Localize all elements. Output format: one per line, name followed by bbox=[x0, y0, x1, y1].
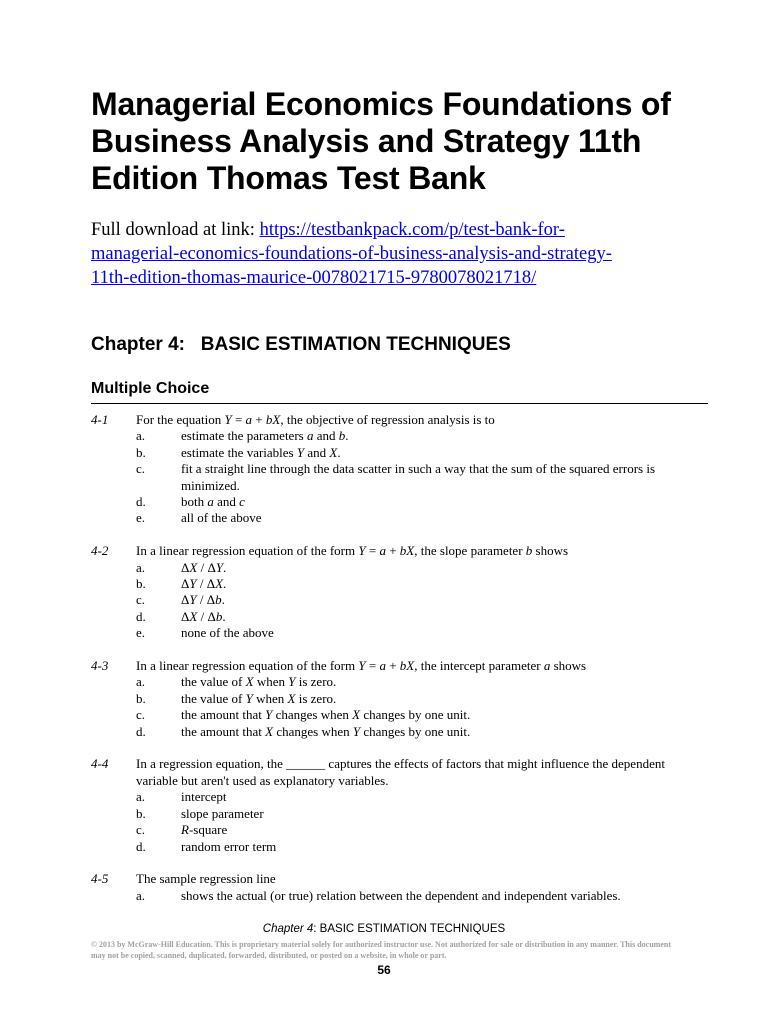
answer-option bbox=[136, 839, 691, 855]
option-letter: a. bbox=[136, 887, 146, 903]
question-item bbox=[91, 871, 691, 904]
question-item bbox=[91, 658, 691, 740]
answer-option bbox=[136, 461, 691, 494]
download-link-line-3[interactable]: 11th-edition-thomas-maurice-0078021715-9780078021718/ bbox=[91, 268, 537, 288]
answer-option bbox=[136, 428, 691, 444]
answer-option bbox=[136, 510, 691, 526]
option-text: the amount that Y changes when X changes by one unit. bbox=[181, 707, 471, 723]
footer-chapter-name: : BASIC ESTIMATION TECHNIQUES bbox=[313, 923, 506, 935]
question-list bbox=[91, 412, 691, 921]
option-letter: a. bbox=[136, 559, 146, 575]
option-letter: a. bbox=[136, 428, 146, 444]
answer-option bbox=[136, 445, 691, 461]
answer-option bbox=[136, 888, 691, 904]
answer-option bbox=[136, 707, 691, 723]
option-text: shows the actual (or true) relation between the dependent and independent variables. bbox=[181, 887, 621, 903]
option-text: ΔY / Δb. bbox=[181, 592, 225, 608]
question-text: In a linear regression equation of the form Y = a + bX, the intercept parameter a shows bbox=[136, 658, 587, 674]
question-item bbox=[91, 412, 691, 527]
option-text: intercept bbox=[181, 789, 227, 805]
option-letter: c. bbox=[136, 822, 146, 838]
chapter-heading: Chapter 4: BASIC ESTIMATION TECHNIQUES bbox=[91, 334, 511, 355]
option-text: slope parameter bbox=[181, 805, 264, 821]
copyright-notice: © 2013 by McGraw-Hill Education. This is proprietary material solely for authorized instructor use. Not authorized for sale or distribution in any manner. This document may not be copied, scanned, duplicated, forwarded, distributed, or posted on a website, in whole or part. bbox=[91, 940, 671, 960]
section-heading: Multiple Choice bbox=[91, 380, 210, 397]
option-letter: d. bbox=[136, 608, 146, 624]
question-number: 4-1 bbox=[91, 412, 109, 427]
question-number: 4-5 bbox=[91, 871, 109, 887]
option-letter: a. bbox=[136, 674, 146, 690]
answer-option bbox=[136, 592, 691, 608]
question-item bbox=[91, 543, 691, 641]
option-letter: e. bbox=[136, 510, 146, 526]
footer-chapter-title bbox=[0, 923, 768, 935]
download-link-line-1[interactable]: https://testbankpack.com/p/test-bank-for- bbox=[259, 220, 565, 240]
download-label: Full download at link: bbox=[91, 220, 260, 240]
option-letter: d. bbox=[136, 494, 146, 510]
answer-option bbox=[136, 822, 691, 838]
answer-option bbox=[136, 674, 691, 690]
option-text: random error term bbox=[181, 838, 277, 854]
question-text: In a linear regression equation of the form Y = a + bX, the slope parameter b shows bbox=[136, 543, 569, 559]
question-text: For the equation Y = a + bX, the objective of regression analysis is to bbox=[136, 412, 495, 427]
question-number: 4-3 bbox=[91, 658, 109, 674]
option-text: ΔX / ΔY. bbox=[181, 559, 227, 575]
option-text: none of the above bbox=[181, 625, 274, 641]
option-letter: b. bbox=[136, 576, 146, 592]
option-text: the value of Y when X is zero. bbox=[181, 690, 337, 706]
option-letter: c. bbox=[136, 592, 146, 608]
section-divider bbox=[91, 403, 708, 404]
option-letter: d. bbox=[136, 838, 146, 854]
answer-option bbox=[136, 625, 691, 641]
document-title: Managerial Economics Foundations of Business Analysis and Strategy 11th Edition Thomas Test Bank bbox=[91, 86, 671, 196]
footer-chapter-label: Chapter 4 bbox=[262, 923, 314, 935]
download-line bbox=[91, 218, 741, 290]
option-text: all of the above bbox=[181, 510, 262, 526]
option-letter: b. bbox=[136, 805, 146, 821]
option-letter: b. bbox=[136, 690, 146, 706]
answer-option bbox=[136, 560, 691, 576]
option-text: fit a straight line through the data scatter in such a way that the sum of the squared errors is minimized. bbox=[181, 461, 655, 493]
answer-option bbox=[136, 724, 691, 740]
page-number: 56 bbox=[377, 963, 391, 977]
option-text: ΔY / ΔX. bbox=[181, 576, 227, 592]
option-letter: a. bbox=[136, 789, 146, 805]
download-link-line-2[interactable]: managerial-economics-foundations-of-business-analysis-and-strategy- bbox=[91, 244, 612, 264]
option-letter: e. bbox=[136, 625, 146, 641]
answer-option bbox=[136, 806, 691, 822]
option-letter: c. bbox=[136, 461, 146, 477]
question-text: In a regression equation, the ______ captures the effects of factors that might influence the dependent variable but aren't used as explanatory variables. bbox=[136, 756, 665, 788]
question-text: The sample regression line bbox=[136, 871, 276, 887]
option-text: ΔX / Δb. bbox=[181, 608, 226, 624]
answer-option bbox=[136, 576, 691, 592]
option-text: the amount that X changes when Y changes by one unit. bbox=[181, 723, 471, 739]
option-text: the value of X when Y is zero. bbox=[181, 674, 337, 690]
option-text: estimate the parameters a and b. bbox=[181, 428, 349, 444]
answer-option bbox=[136, 691, 691, 707]
question-item bbox=[91, 756, 691, 854]
option-letter: c. bbox=[136, 707, 146, 723]
option-text: R-square bbox=[181, 822, 228, 838]
answer-option bbox=[136, 494, 691, 510]
option-letter: d. bbox=[136, 723, 146, 739]
option-text: both a and c bbox=[181, 494, 245, 510]
question-number: 4-2 bbox=[91, 543, 109, 559]
question-number: 4-4 bbox=[91, 756, 109, 772]
answer-option bbox=[136, 789, 691, 805]
answer-option bbox=[136, 609, 691, 625]
option-text: estimate the variables Y and X. bbox=[181, 444, 341, 460]
option-letter: b. bbox=[136, 444, 146, 460]
